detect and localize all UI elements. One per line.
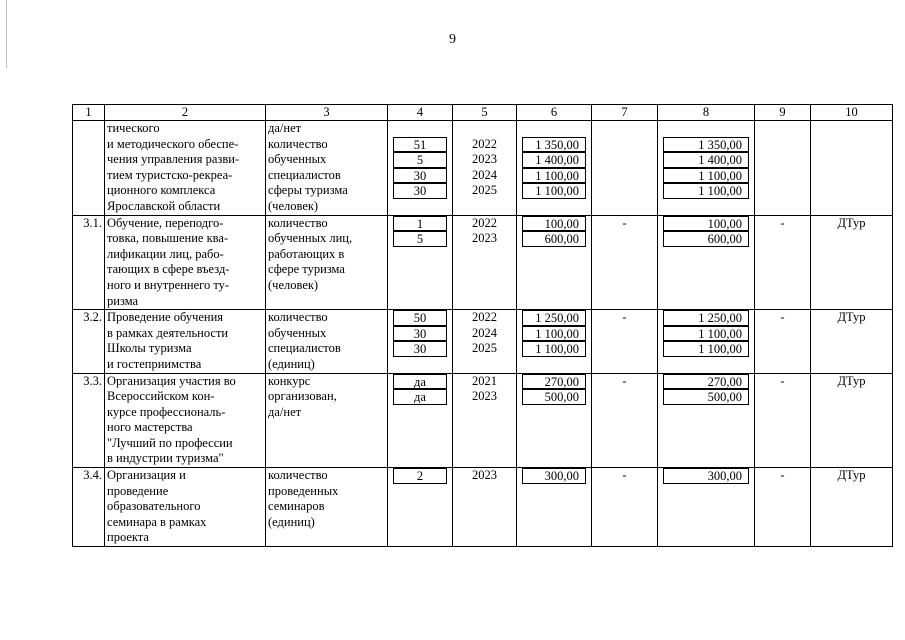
column-8-amount-value: 1 100,00 bbox=[663, 183, 749, 199]
column-8-amount-value: 1 350,00 bbox=[663, 137, 749, 153]
activity-name-line: Организация и bbox=[107, 468, 186, 483]
activity-name-line: тием туристско-рекреа- bbox=[107, 167, 233, 182]
activity-name-line: тического bbox=[107, 121, 160, 135]
column-8-amount bbox=[658, 373, 755, 468]
amount-value: 1 100,00 bbox=[522, 326, 586, 342]
activity-name-line: Организация участия во bbox=[107, 373, 236, 388]
column-header-9: 9 bbox=[755, 105, 811, 121]
activity-name-line: ризма bbox=[107, 293, 139, 308]
activity-name-line: Обучение, переподго- bbox=[107, 215, 224, 230]
column-8-amount bbox=[658, 215, 755, 310]
column-7-value: - bbox=[592, 215, 658, 310]
column-header-4: 4 bbox=[388, 105, 453, 121]
column-7-value bbox=[592, 121, 658, 216]
indicator-value-value: 30 bbox=[393, 183, 447, 199]
row-number bbox=[73, 121, 105, 216]
indicator-value-value: да bbox=[393, 374, 447, 390]
table-row bbox=[73, 121, 893, 216]
year-value: 2022 bbox=[472, 136, 497, 151]
year bbox=[453, 468, 517, 547]
amount bbox=[517, 215, 592, 310]
activity-name-line: в индустрии туризма" bbox=[107, 451, 224, 466]
amount bbox=[517, 310, 592, 373]
executor: ДТур bbox=[811, 373, 893, 468]
column-8-amount-value: 1 250,00 bbox=[663, 310, 749, 326]
indicator-value-value: 5 bbox=[393, 231, 447, 247]
indicator-name-line: семинаров bbox=[268, 499, 325, 514]
activity-name-line: лификации лиц, рабо- bbox=[107, 246, 224, 261]
indicator-name-line: да/нет bbox=[268, 404, 302, 419]
amount-value: 1 100,00 bbox=[522, 168, 586, 184]
column-8-amount-value: 100,00 bbox=[663, 216, 749, 232]
indicator-name-line: сфере туризма bbox=[268, 262, 345, 277]
indicator-value-value: 51 bbox=[393, 137, 447, 153]
indicator-value-value: 5 bbox=[393, 152, 447, 168]
activity-name bbox=[105, 215, 266, 310]
amount-value: 1 400,00 bbox=[522, 152, 586, 168]
indicator-name-line: обученных bbox=[268, 152, 327, 167]
indicator-name-line: количество bbox=[268, 215, 328, 230]
indicator-name-line: (единиц) bbox=[268, 356, 315, 371]
amount bbox=[517, 121, 592, 216]
year-value bbox=[455, 121, 514, 137]
year-value: 2023 bbox=[472, 389, 497, 404]
year-value: 2024 bbox=[472, 325, 497, 340]
row-number: 3.4. bbox=[73, 468, 105, 547]
year-value: 2022 bbox=[472, 310, 497, 325]
year bbox=[453, 215, 517, 310]
amount-value bbox=[519, 121, 589, 137]
activity-name-line: чения управления разви- bbox=[107, 152, 240, 167]
activity-name-line: товка, повышение ква- bbox=[107, 231, 229, 246]
column-7-value: - bbox=[592, 468, 658, 547]
row-number: 3.1. bbox=[73, 215, 105, 310]
table-row bbox=[73, 215, 893, 310]
amount-value: 1 350,00 bbox=[522, 137, 586, 153]
amount-value: 1 100,00 bbox=[522, 341, 586, 357]
activity-name-line: Всероссийском кон- bbox=[107, 389, 215, 404]
year bbox=[453, 373, 517, 468]
column-9-value: - bbox=[755, 215, 811, 310]
column-9-value: - bbox=[755, 373, 811, 468]
indicator-name-line: проведенных bbox=[268, 483, 339, 498]
activity-name-line: ного и внутреннего ту- bbox=[107, 277, 230, 292]
activity-name bbox=[105, 121, 266, 216]
activity-name-line: тающих в сфере въезд- bbox=[107, 262, 230, 277]
column-8-amount-value: 500,00 bbox=[663, 389, 749, 405]
indicator-name-line: специалистов bbox=[268, 167, 341, 182]
indicator-value-value: 30 bbox=[393, 168, 447, 184]
year-value: 2023 bbox=[472, 231, 497, 246]
indicator-name-line: специалистов bbox=[268, 341, 341, 356]
indicator-value-value bbox=[390, 121, 450, 137]
indicator-value bbox=[388, 215, 453, 310]
column-8-amount-value: 1 100,00 bbox=[663, 326, 749, 342]
activity-name bbox=[105, 310, 266, 373]
column-8-amount bbox=[658, 121, 755, 216]
amount-value: 300,00 bbox=[522, 468, 586, 484]
column-9-value: - bbox=[755, 468, 811, 547]
activity-name-line: Проведение обучения bbox=[107, 310, 224, 325]
year-value: 2025 bbox=[472, 183, 497, 198]
column-header-8: 8 bbox=[658, 105, 755, 121]
amount-value: 500,00 bbox=[522, 389, 586, 405]
table-row bbox=[73, 373, 893, 468]
column-9-value bbox=[755, 121, 811, 216]
amount-value: 1 250,00 bbox=[522, 310, 586, 326]
indicator-name bbox=[266, 468, 388, 547]
executor: ДТур bbox=[811, 310, 893, 373]
column-8-amount-value bbox=[660, 121, 752, 137]
column-8-amount bbox=[658, 310, 755, 373]
amount-value: 100,00 bbox=[522, 216, 586, 232]
indicator-name-line: конкурс bbox=[268, 373, 311, 388]
activity-name-line: ционного комплекса bbox=[107, 183, 216, 198]
column-8-amount-value: 1 100,00 bbox=[663, 341, 749, 357]
indicator-name-line: количество bbox=[268, 310, 328, 325]
executor bbox=[811, 121, 893, 216]
table-row bbox=[73, 310, 893, 373]
year bbox=[453, 121, 517, 216]
page-number: 9 bbox=[449, 32, 456, 47]
indicator-name-line: да/нет bbox=[268, 121, 302, 135]
indicator-value-value: 1 bbox=[393, 216, 447, 232]
column-header-5: 5 bbox=[453, 105, 517, 121]
column-8-amount-value: 1 400,00 bbox=[663, 152, 749, 168]
column-header-2: 2 bbox=[105, 105, 266, 121]
column-8-amount-value: 600,00 bbox=[663, 231, 749, 247]
indicator-value bbox=[388, 373, 453, 468]
activity-name-line: ного мастерства bbox=[107, 420, 193, 435]
indicator-name bbox=[266, 373, 388, 468]
indicator-name-line: обученных лиц, bbox=[268, 231, 353, 246]
activity-name-line: в рамках деятельности bbox=[107, 325, 229, 340]
indicator-value-value: 30 bbox=[393, 326, 447, 342]
indicator-value bbox=[388, 468, 453, 547]
table-row bbox=[73, 468, 893, 547]
amount bbox=[517, 468, 592, 547]
activity-name-line: проведение bbox=[107, 483, 169, 498]
column-8-amount-value: 270,00 bbox=[663, 374, 749, 390]
indicator-name-line: (единиц) bbox=[268, 514, 315, 529]
year bbox=[453, 310, 517, 373]
indicator-name-line: сферы туризма bbox=[268, 183, 348, 198]
activity-name-line: проекта bbox=[107, 530, 149, 545]
activity-name-line: Школы туризма bbox=[107, 341, 192, 356]
indicator-name-line: обученных bbox=[268, 325, 327, 340]
activity-name-line: образовательного bbox=[107, 499, 201, 514]
activity-name-line: Ярославской области bbox=[107, 198, 221, 213]
header-row bbox=[73, 105, 893, 121]
column-header-1: 1 bbox=[73, 105, 105, 121]
program-table bbox=[72, 104, 893, 547]
indicator-name-line: (человек) bbox=[268, 198, 319, 213]
column-header-3: 3 bbox=[266, 105, 388, 121]
executor: ДТур bbox=[811, 215, 893, 310]
year-value: 2023 bbox=[472, 152, 497, 167]
column-9-value: - bbox=[755, 310, 811, 373]
amount-value: 1 100,00 bbox=[522, 183, 586, 199]
year-value: 2022 bbox=[472, 215, 497, 230]
indicator-value-value: да bbox=[393, 389, 447, 405]
amount-value: 600,00 bbox=[522, 231, 586, 247]
column-7-value: - bbox=[592, 373, 658, 468]
column-8-amount-value: 1 100,00 bbox=[663, 168, 749, 184]
indicator-value-value: 2 bbox=[393, 468, 447, 484]
activity-name-line: "Лучший по профессии bbox=[107, 435, 233, 450]
year-value: 2021 bbox=[472, 373, 497, 388]
indicator-name-line: количество bbox=[268, 468, 328, 483]
indicator-name-line: количество bbox=[268, 136, 328, 151]
indicator-name bbox=[266, 215, 388, 310]
executor: ДТур bbox=[811, 468, 893, 547]
indicator-name-line: (человек) bbox=[268, 277, 319, 292]
year-value: 2024 bbox=[472, 167, 497, 182]
indicator-name bbox=[266, 121, 388, 216]
activity-name-line: и гостеприимства bbox=[107, 356, 202, 371]
activity-name-line: курсе профессиональ- bbox=[107, 404, 226, 419]
row-number: 3.3. bbox=[73, 373, 105, 468]
column-header-10: 10 bbox=[811, 105, 893, 121]
column-header-6: 6 bbox=[517, 105, 592, 121]
indicator-value-value: 50 bbox=[393, 310, 447, 326]
indicator-name bbox=[266, 310, 388, 373]
indicator-value bbox=[388, 310, 453, 373]
amount bbox=[517, 373, 592, 468]
indicator-name-line: организован, bbox=[268, 389, 337, 404]
row-number: 3.2. bbox=[73, 310, 105, 373]
column-8-amount-value: 300,00 bbox=[663, 468, 749, 484]
activity-name bbox=[105, 468, 266, 547]
column-7-value: - bbox=[592, 310, 658, 373]
amount-value: 270,00 bbox=[522, 374, 586, 390]
year-value: 2023 bbox=[472, 468, 497, 483]
activity-name-line: семинара в рамках bbox=[107, 514, 207, 529]
indicator-value-value: 30 bbox=[393, 341, 447, 357]
activity-name bbox=[105, 373, 266, 468]
activity-name-line: и методического обеспе- bbox=[107, 136, 239, 151]
indicator-name-line: работающих в bbox=[268, 246, 345, 261]
column-header-7: 7 bbox=[592, 105, 658, 121]
column-8-amount bbox=[658, 468, 755, 547]
year-value: 2025 bbox=[472, 341, 497, 356]
indicator-value bbox=[388, 121, 453, 216]
